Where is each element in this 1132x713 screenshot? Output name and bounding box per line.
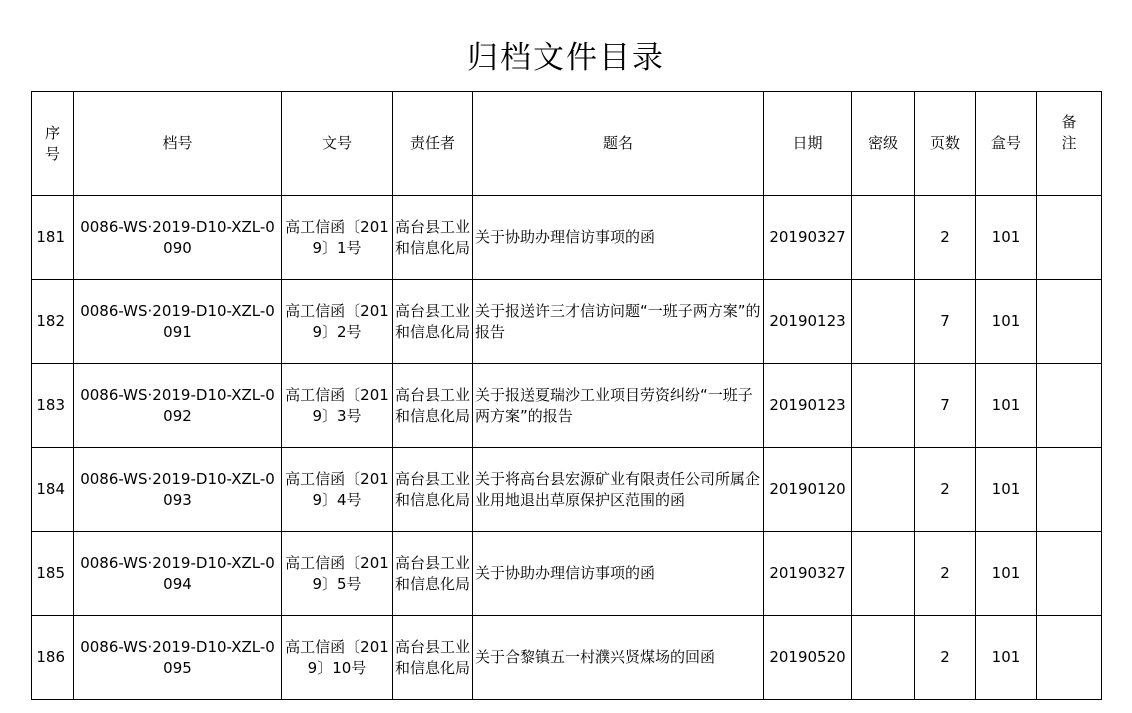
document-title: 归档文件目录 (467, 40, 665, 76)
header-date: 日期 (764, 92, 852, 196)
cell-pages: 2 (915, 196, 976, 280)
cell-archive-no: 0086-WS·2019-D10-XZL-0091 (74, 280, 282, 364)
cell-archive-no: 0086-WS·2019-D10-XZL-0092 (74, 364, 282, 448)
cell-doc-no: 高工信函〔2019〕2号 (282, 280, 393, 364)
cell-pages: 2 (915, 616, 976, 700)
cell-seq: 186 (32, 616, 74, 700)
cell-archive-no: 0086-WS·2019-D10-XZL-0095 (74, 616, 282, 700)
cell-date: 20190123 (764, 280, 852, 364)
cell-subject: 关于报送许三才信访问题“一班子两方案”的报告 (473, 280, 764, 364)
cell-subject: 关于协助办理信访事项的函 (473, 196, 764, 280)
cell-security (852, 616, 915, 700)
header-doc-no: 文号 (282, 92, 393, 196)
cell-responsible: 高台县工业和信息化局 (393, 616, 473, 700)
cell-date: 20190120 (764, 448, 852, 532)
cell-doc-no: 高工信函〔2019〕5号 (282, 532, 393, 616)
cell-responsible: 高台县工业和信息化局 (393, 196, 473, 280)
cell-archive-no: 0086-WS·2019-D10-XZL-0094 (74, 532, 282, 616)
cell-seq: 181 (32, 196, 74, 280)
cell-doc-no: 高工信函〔2019〕4号 (282, 448, 393, 532)
header-remarks: 备注 (1037, 92, 1102, 196)
header-box-no: 盒号 (976, 92, 1037, 196)
cell-seq: 185 (32, 532, 74, 616)
cell-pages: 7 (915, 280, 976, 364)
cell-security (852, 280, 915, 364)
table-row (32, 532, 1102, 616)
cell-date: 20190327 (764, 532, 852, 616)
cell-remarks (1037, 616, 1102, 700)
cell-security (852, 532, 915, 616)
cell-subject: 关于协助办理信访事项的函 (473, 532, 764, 616)
cell-seq: 183 (32, 364, 74, 448)
cell-security (852, 364, 915, 448)
cell-subject: 关于合黎镇五一村濮兴贤煤场的回函 (473, 616, 764, 700)
header-seq: 序号 (32, 92, 74, 196)
cell-subject: 关于报送夏瑞沙工业项目劳资纠纷“一班子两方案”的报告 (473, 364, 764, 448)
cell-responsible: 高台县工业和信息化局 (393, 448, 473, 532)
cell-archive-no: 0086-WS·2019-D10-XZL-0093 (74, 448, 282, 532)
cell-box-no: 101 (976, 280, 1037, 364)
table-row (32, 196, 1102, 280)
cell-pages: 2 (915, 532, 976, 616)
cell-box-no: 101 (976, 532, 1037, 616)
cell-remarks (1037, 532, 1102, 616)
cell-responsible: 高台县工业和信息化局 (393, 532, 473, 616)
cell-pages: 7 (915, 364, 976, 448)
cell-remarks (1037, 196, 1102, 280)
cell-seq: 184 (32, 448, 74, 532)
cell-responsible: 高台县工业和信息化局 (393, 364, 473, 448)
cell-doc-no: 高工信函〔2019〕10号 (282, 616, 393, 700)
cell-remarks (1037, 280, 1102, 364)
cell-remarks (1037, 448, 1102, 532)
cell-responsible: 高台县工业和信息化局 (393, 280, 473, 364)
header-row (32, 92, 1102, 196)
cell-doc-no: 高工信函〔2019〕3号 (282, 364, 393, 448)
table-row (32, 616, 1102, 700)
header-responsible: 责任者 (393, 92, 473, 196)
cell-date: 20190520 (764, 616, 852, 700)
header-pages: 页数 (915, 92, 976, 196)
cell-box-no: 101 (976, 364, 1037, 448)
cell-remarks (1037, 364, 1102, 448)
cell-box-no: 101 (976, 448, 1037, 532)
cell-security (852, 448, 915, 532)
cell-seq: 182 (32, 280, 74, 364)
cell-pages: 2 (915, 448, 976, 532)
cell-date: 20190123 (764, 364, 852, 448)
table-row (32, 448, 1102, 532)
table-row (32, 280, 1102, 364)
cell-box-no: 101 (976, 616, 1037, 700)
cell-date: 20190327 (764, 196, 852, 280)
header-subject: 题名 (473, 92, 764, 196)
header-security: 密级 (852, 92, 915, 196)
cell-subject: 关于将高台县宏源矿业有限责任公司所属企业用地退出草原保护区范围的函 (473, 448, 764, 532)
table-row (32, 364, 1102, 448)
cell-security (852, 196, 915, 280)
cell-box-no: 101 (976, 196, 1037, 280)
header-archive-no: 档号 (74, 92, 282, 196)
archive-catalog-table (31, 91, 1102, 700)
cell-doc-no: 高工信函〔2019〕1号 (282, 196, 393, 280)
cell-archive-no: 0086-WS·2019-D10-XZL-0090 (74, 196, 282, 280)
